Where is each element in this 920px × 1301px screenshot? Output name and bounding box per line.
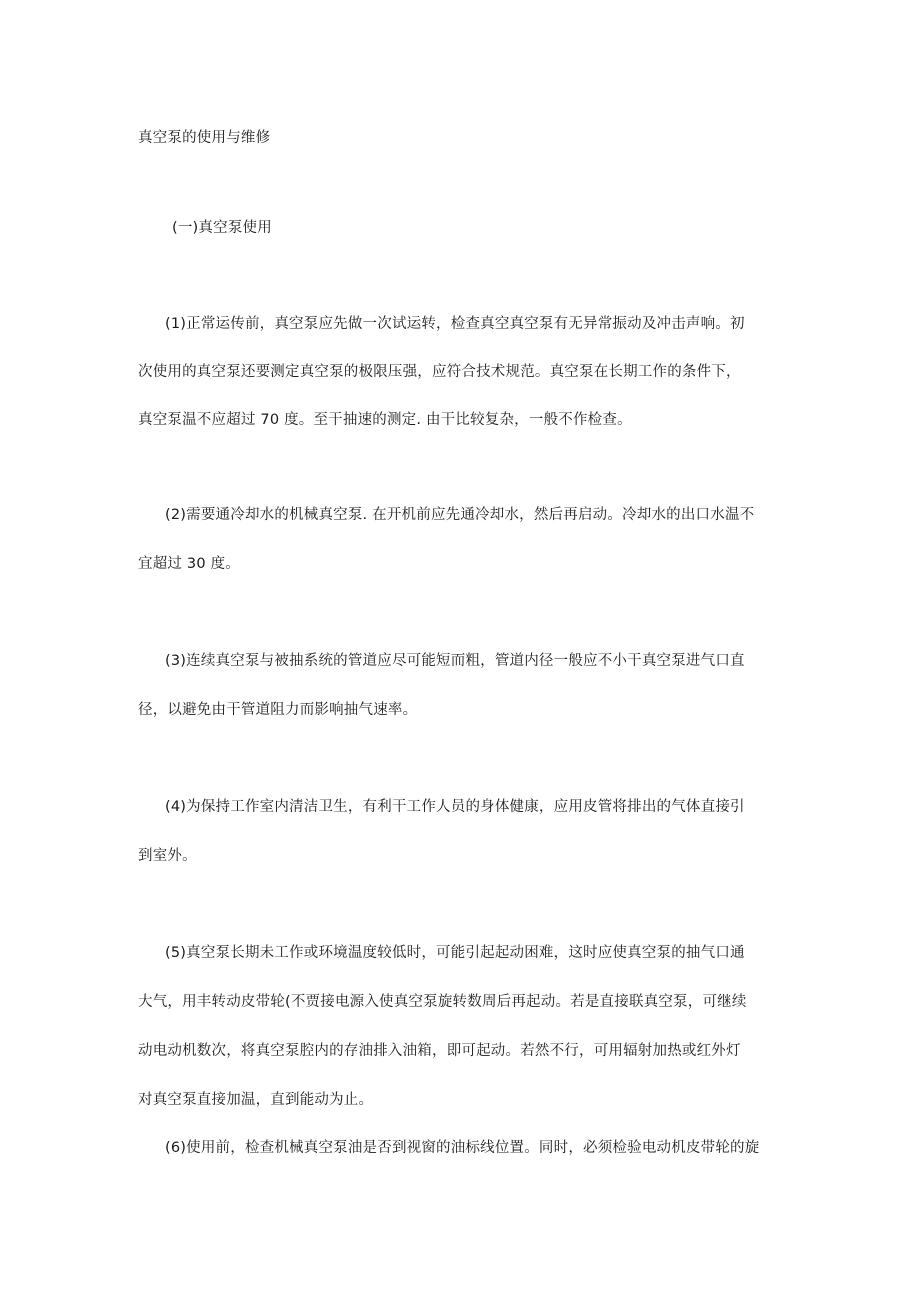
- paragraph-line: 径，以避免由干管道阻力而影响抽气速率。: [138, 702, 418, 718]
- paragraph-line: (3)连续真空泵与被抽系统的管道应尽可能短而粗，管道内径一般应不小干真空泵进气口直: [165, 653, 745, 669]
- document-title: 真空泵的使用与维修: [138, 130, 271, 146]
- paragraph-line: (4)为保持工作室内清洁卫生，有利干工作人员的身体健康，应用皮管将排出的气体直接引: [165, 799, 745, 815]
- paragraph-line: (6)使用前，检查机械真空泵油是否到视窗的油标线位置。同时，必须检验电动机皮带轮的旋: [165, 1140, 760, 1156]
- paragraph-line: 次使用的真空泵还要测定真空泵的极限压强，应符合技术规范。真空泵在长期工作的条件下，: [138, 364, 741, 380]
- paragraph-line: (2)需要通冷却水的机械真空泵. 在开机前应先通冷却水，然后再启动。冷却水的出口水温不: [165, 507, 755, 523]
- paragraph-line: 到室外。: [138, 848, 197, 864]
- paragraph-line: 真空泵温不应超过 70 度。至干抽速的测定. 由干比较复杂，一般不作检查。: [138, 412, 632, 428]
- section-heading: (一)真空泵使用: [172, 220, 272, 236]
- paragraph-line: 大气，用丰转动皮带轮(不贾接电源入使真空泵旋转数周后再起动。若是直接联真空泵，可继续: [138, 994, 747, 1010]
- paragraph-line: (5)真空泵长期未工作或环境温度较低时，可能引起起动困难，这时应使真空泵的抽气口通: [165, 945, 745, 961]
- paragraph-line: (1)正常运传前，真空泵应先做一次试运转，检查真空真空泵有无异常振动及冲击声响。初: [165, 316, 745, 332]
- paragraph-line: 动电动机数次，将真空泵腔内的存油排入油箱，即可起动。若然不行，可用辐射加热或红外灯: [138, 1043, 741, 1059]
- paragraph-line: 对真空泵直接加温，直到能动为止。: [138, 1092, 374, 1108]
- paragraph-line: 宜超过 30 度。: [138, 556, 240, 572]
